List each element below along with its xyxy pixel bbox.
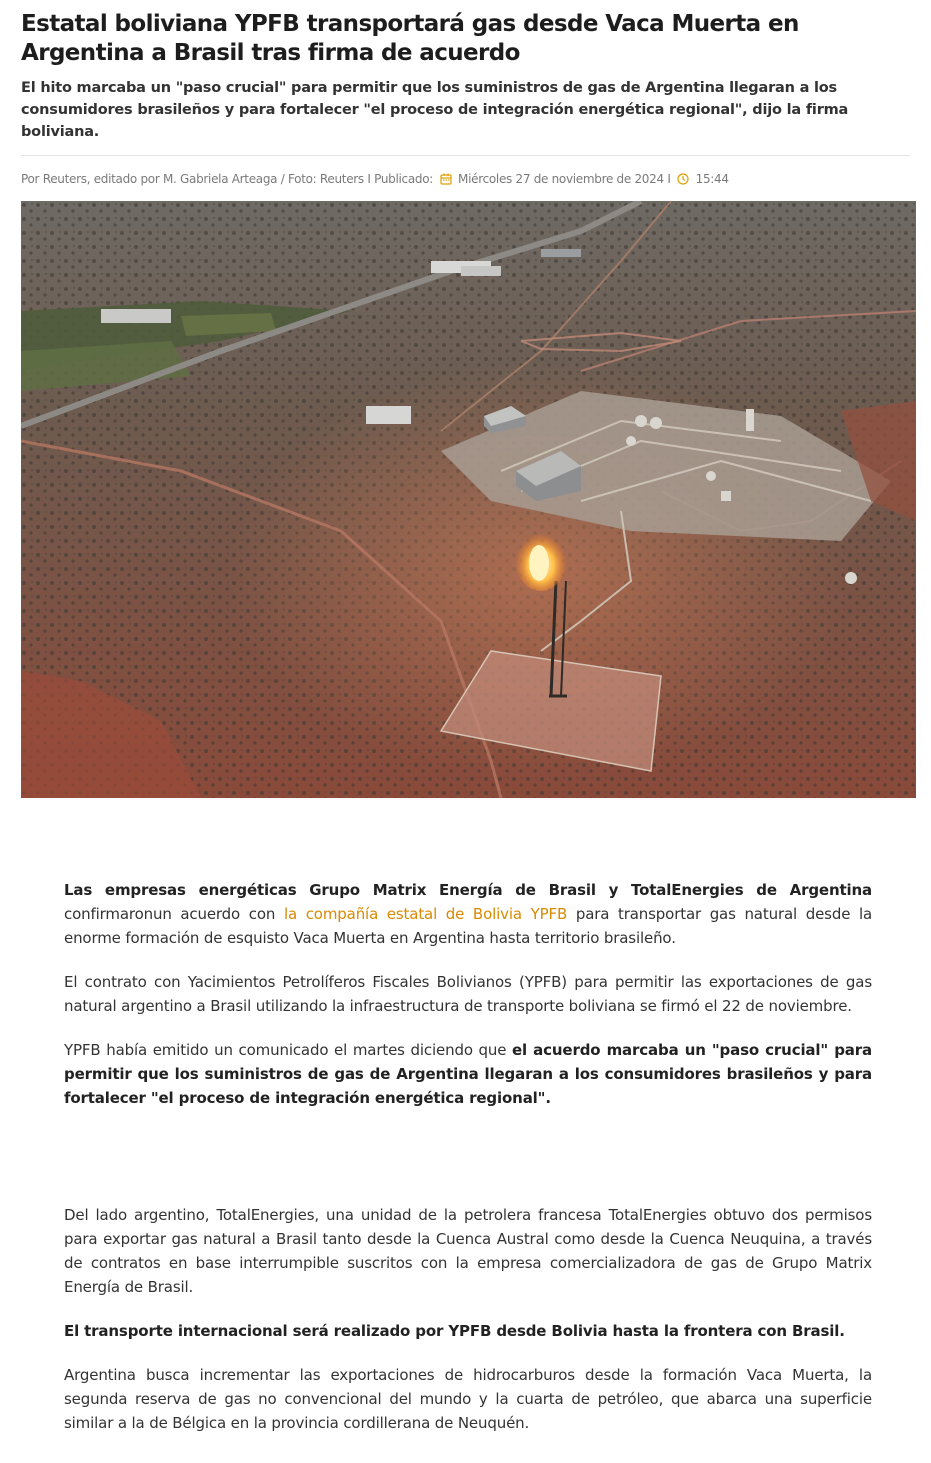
paragraph-1-text: confirmaronun acuerdo con [64,905,284,923]
paragraph-1 [64,878,872,950]
paragraph-4: Del lado argentino, TotalEnergies, una unidad de la petrolera francesa TotalEnergies obtuvo dos permisos para exportar gas natural a Brasil tanto desde la Cuenca Austral como desde la Cuenca Neuquina, a través de contratos en base interrumpible suscritos con la empresa comercializadora de gas de Grupo Matrix Energía de Brasil. [64,1206,872,1296]
paragraph-3-bold: el acuerdo marcaba un "paso crucial" para permitir que los suministros de gas de Argentina llegaran a los consumidores brasileños y para fortalecer "el proceso de integración energética regional". [64,1041,872,1107]
article-title: Estatal boliviana YPFB transportará gas desde Vaca Muerta en Argentina a Brasil tras firma de acuerdo [21,11,799,66]
paragraph-1-text-end: para transportar gas natural desde la enorme formación de esquisto Vaca Muerta en Argentina hasta territorio brasileño. [64,905,873,947]
paragraph-3-text: YPFB había emitido un comunicado el martes diciendo que [64,1041,513,1059]
meta-separator: I [667,172,671,186]
paragraph-6: Argentina busca incrementar las exportaciones de hidrocarburos desde la formación Vaca Muerta, la segunda reserva de gas no convencional del mundo y la cuarta de petróleo, que abarca una superficie similar a la de Bélgica en la provincia cordillerana de Neuquén. [64,1366,872,1432]
ypfb-link[interactable]: la compañía estatal de Bolivia YPFB [283,905,568,923]
paragraph-3 [64,1038,872,1110]
article-photo [21,201,916,798]
article-lead: El hito marcaba un "paso crucial" para permitir que los suministros de gas de Argentina llegaran a los consumidores brasileños y para fortalecer "el proceso de integración energética regional", dijo la firma boliviana. [21,80,849,140]
paragraph-1-bold: Las empresas energéticas Grupo Matrix Energía de Brasil y TotalEnergies de Argentina [64,881,872,899]
byline: Por Reuters, editado por M. Gabriela Arteaga / Foto: Reuters I Publicado: [21,172,434,186]
calendar-icon [440,169,452,189]
paragraph-2: El contrato con Yacimientos Petrolíferos Fiscales Bolivianos (YPFB) para permitir las exportaciones de gas natural argentino a Brasil utilizando la infraestructura de transporte boliviana se firmó el 22 de noviembre. [64,973,872,1015]
divider [21,155,910,156]
paragraph-5 [64,1319,872,1343]
publish-date: Miércoles 27 de noviembre de 2024 [458,172,664,186]
article-meta [21,169,910,189]
paragraph-5-bold: El transporte internacional será realizado por YPFB desde Bolivia hasta la frontera con Brasil. [64,1322,845,1340]
spacer [64,1130,872,1203]
publish-time: 15:44 [695,172,729,186]
clock-icon [677,169,689,189]
article-body [0,878,931,1435]
